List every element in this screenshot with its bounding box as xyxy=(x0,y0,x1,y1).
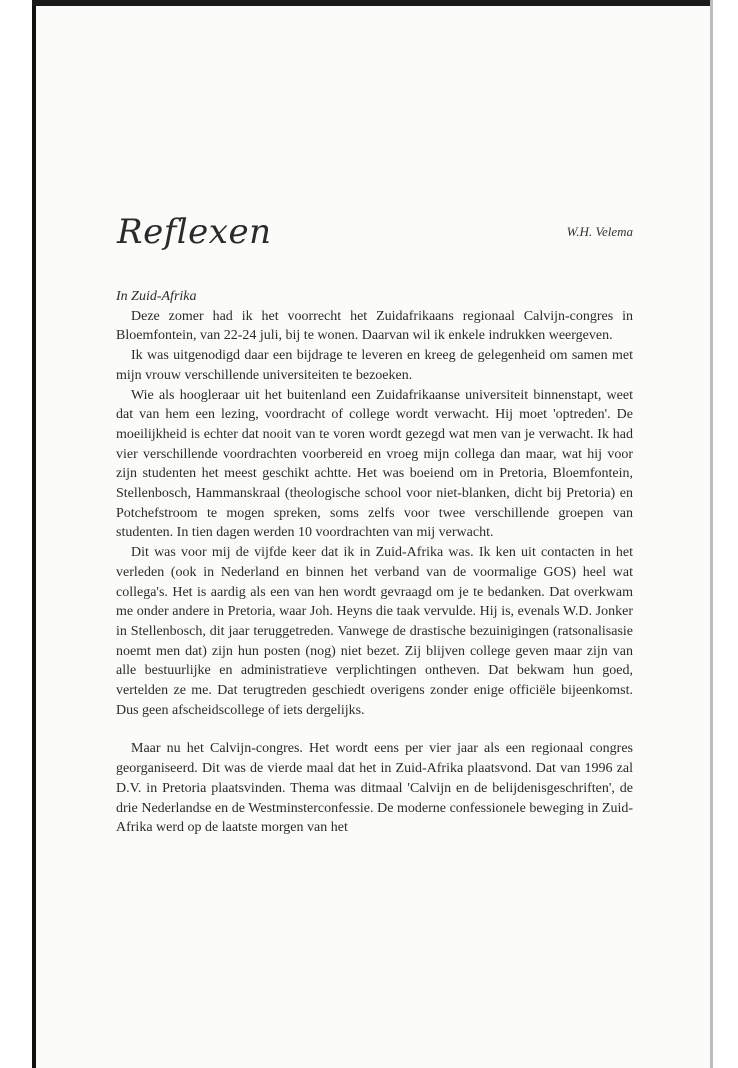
article-body xyxy=(116,287,633,838)
paragraph-4: Dit was voor mij de vijfde keer dat ik in Zuid-Afrika was. Ik ken uit contacten in het verleden (ook in Nederland en binnen het verband van de voormalige GOS) heel wat collega's. Het is aardig als een van hen wordt gevraagd om je te bedanken. Dat overkwam me onder andere in Pretoria, waar Joh. Heyns die taak vervulde. Hij is, evenals W.D. Jonker in Stellenbosch, dit jaar teruggetreden. Vanwege de drastische bezuinigingen (ratsonalisasie noemt men dat) zijn hun posten (nog) niet bezet. Zij blijven college geven maar zijn van alle bestuurlijke en administratieve verplichtingen ontheven. Dat bekwam hun goed, vertelden ze me. Dat terugtreden geschiedt overigens zonder enige officiële bijeenkomst. Dus geen afscheidscollege of iets dergelijks. xyxy=(116,545,633,718)
author-name: W.H. Velema xyxy=(566,224,633,239)
paragraph-5: Maar nu het Calvijn-congres. Het wordt eens per vier jaar als een regionaal congres georganiseerd. Dit was de vierde maal dat het in Zuid-Afrika plaatsvond. Dat van 1996 zal D.V. in Pretoria plaatsvinden. Thema was ditmaal 'Calvijn en de belijdenisgeschriften', de drie Nederlandse en de Westminsterconfessie. De moderne confessionele beweging in Zuid-Afrika werd op de laatste morgen van het xyxy=(116,741,633,836)
page-title: Reflexen xyxy=(117,212,272,252)
scan-edge-top xyxy=(32,0,712,6)
scan-edge-right xyxy=(710,0,713,1068)
section-heading: In Zuid-Afrika xyxy=(116,289,197,304)
scan-edge-left xyxy=(32,0,36,1068)
paragraph-1: Deze zomer had ik het voorrecht het Zuidafrikaans regionaal Calvijn-congres in Bloemfontein, van 22-24 juli, bij te wonen. Daarvan wil ik enkele indrukken weergeven. xyxy=(116,308,633,344)
scan-margin-right xyxy=(712,0,738,1068)
paragraph-2: Ik was uitgenodigd daar een bijdrage te leveren en kreeg de gelegenheid om samen met mijn vrouw verschillende universiteiten te bezoeken. xyxy=(116,348,633,383)
paragraph-3: Wie als hoogleraar uit het buitenland een Zuidafrikaanse universiteit binnenstapt, weet dat van hem een lezing, voordracht of college wordt verwacht. Hij moet 'optreden'. De moeilijkheid is echter dat nooit van te voren wordt gezegd wat men van je verwacht. Ik had vier verschillende voordrachten voorbereid en vroeg mijn collega dan maar, wat hij voor zijn studenten het meest geschikt achtte. Het was boeiend om in Pretoria, Bloemfontein, Stellenbosch, Hammanskraal (theologische school voor niet-blanken, dicht bij Pretoria) en Potchefstroom te mogen spreken, soms zelfs voor twee verschillende groepen van studenten. In tien dagen werden 10 voordrachten van mij verwacht. xyxy=(116,387,633,541)
scan-margin-left xyxy=(0,0,36,1068)
